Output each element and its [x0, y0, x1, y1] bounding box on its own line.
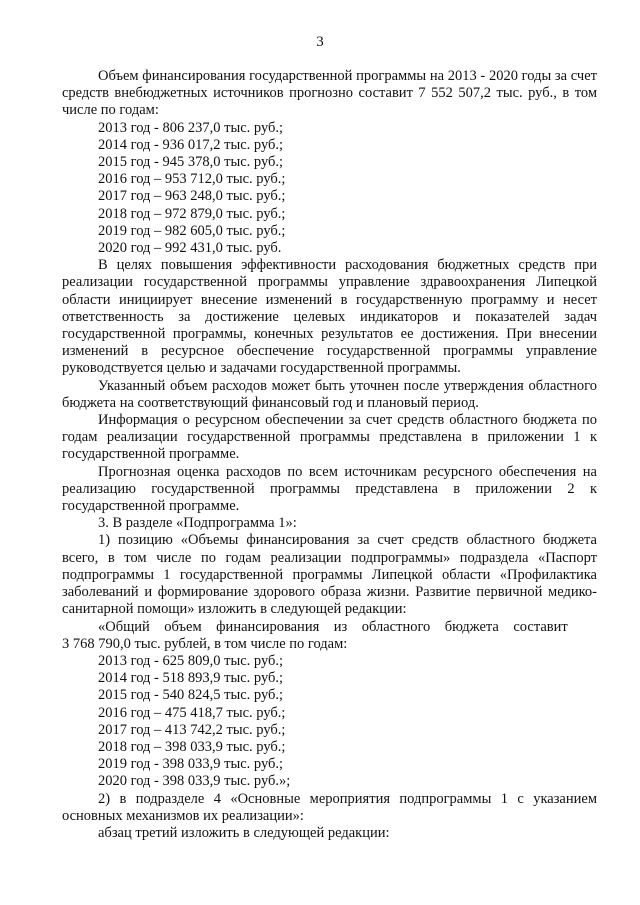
financing-intro-paragraph: Объем финансирования государственной программы на 2013 - 2020 годы за счет средств внебюджетных источников прогнозно составит 7 552 507,2 тыс. руб., в том числе по годам: — [62, 68, 597, 119]
appendix2-paragraph: Прогнозная оценка расходов по всем источникам ресурсного обеспечения на реализацию государственной программы представлена в приложении 2 к государственной программе. — [62, 463, 597, 515]
year-financing-line: 2014 год - 518 893,9 тыс. руб.; — [98, 670, 284, 687]
year-financing-line: 2015 год - 540 824,5 тыс. руб.; — [98, 687, 284, 704]
item1-paragraph: 1) позицию «Объемы финансирования за счет средств областного бюджета всего, в том числе по годам реализации подпрограммы» подраздела «Паспорт подпрограммы 1 государственной программы Липецкой области «Профилактика заболеваний и формирование здорового образа жизни. Развитие первичной медико-санитарной помощи» изложить в следующей редакции: — [62, 532, 597, 618]
appendix1-paragraph: Информация о ресурсном обеспечении за счет средств областного бюджета по годам реализации государственной программы представлена в приложении 1 к государственной программе. — [62, 412, 597, 463]
year-financing-line: 2013 год - 806 237,0 тыс. руб.; — [98, 119, 284, 136]
year-financing-line: 2016 год – 953 712,0 тыс. руб.; — [98, 171, 286, 188]
subprogram-financing-intro: «Общий объем финансирования из областного бюджета составит — [98, 618, 568, 635]
item2-paragraph: 2) в подразделе 4 «Основные мероприятия подпрограммы 1 с указанием основных механизмов их реализации»: — [62, 790, 597, 824]
year-financing-line: 2019 год - 398 033,9 тыс. руб.; — [98, 756, 284, 773]
year-financing-line: 2020 год – 992 431,0 тыс. руб. — [98, 240, 282, 257]
document-body — [62, 68, 597, 842]
year-financing-line: 2013 год - 625 809,0 тыс. руб.; — [98, 652, 284, 669]
section3-heading: 3. В разделе «Подпрограмма 1»: — [98, 515, 297, 532]
efficiency-paragraph: В целях повышения эффективности расходования бюджетных средств при реализации государственной программы управление здравоохранения Липецкой области инициирует внесение изменений в государственную программу и несет ответственность за достижение целевых индикаторов и показателей задач государственной программы, конечных результатов ее достижения. При внесении изменений в ресурсное обеспечение государственной программы управление руководствуется целью и задачами государственной программы. — [62, 257, 597, 377]
year-financing-line: 2017 год – 963 248,0 тыс. руб.; — [98, 188, 286, 205]
year-financing-line: 2019 год – 982 605,0 тыс. руб.; — [98, 222, 286, 239]
expenditure-note-paragraph: Указанный объем расходов может быть уточнен после утверждения областного бюджета на соответствующий финансовый год и плановый период. — [62, 377, 597, 411]
year-financing-line: 2018 год – 398 033,9 тыс. руб.; — [98, 738, 286, 755]
year-financing-line: 2018 год – 972 879,0 тыс. руб.; — [98, 205, 286, 222]
page-number: 3 — [316, 34, 324, 50]
subprogram-financing-total: 3 768 790,0 тыс. рублей, в том числе по годам: — [62, 635, 348, 652]
year-financing-line: 2017 год – 413 742,2 тыс. руб.; — [98, 721, 286, 738]
year-financing-line: 2014 год - 936 017,2 тыс. руб.; — [98, 136, 284, 153]
year-financing-line: 2015 год - 945 378,0 тыс. руб.; — [98, 154, 284, 171]
paragraph-three-instruction: абзац третий изложить в следующей редакции: — [98, 824, 390, 841]
year-financing-line: 2016 год – 475 418,7 тыс. руб.; — [98, 704, 286, 721]
year-financing-line: 2020 год - 398 033,9 тыс. руб.»; — [98, 773, 291, 790]
